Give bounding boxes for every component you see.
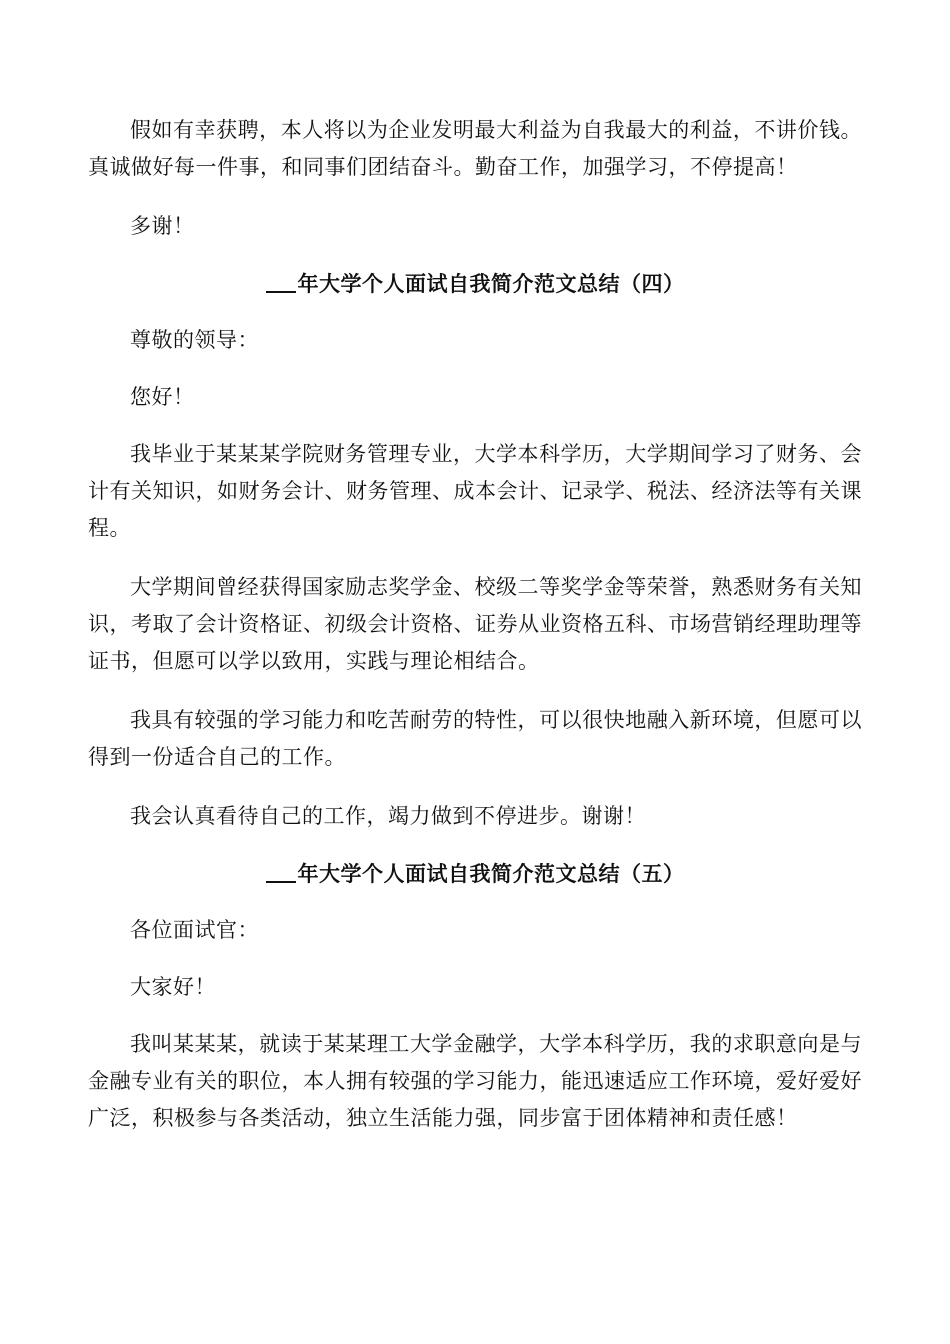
greeting-five: 各位面试官： [130,918,259,942]
paragraph-thanks: 多谢！ [130,214,195,238]
title-blank-underline [266,271,296,293]
section-title-four [88,265,862,302]
hello-five: 大家好！ [130,975,216,999]
section-title-five [88,855,862,892]
paragraph-education: 我毕业于某某某学院财务管理专业，大学本科学历，大学期间学习了财务、会计有关知识，如财务会计、财务管理、成本会计、记录学、税法、经济法等有关课程。 [88,442,862,540]
section-title-four-text: 年大学个人面试自我简介范文总结（四） [297,271,685,296]
paragraph-honors: 大学期间曾经获得国家励志奖学金、校级二等奖学金等荣誉，熟悉财务有关知识，考取了会计资格证、初级会计资格、证券从业资格五科、市场营销经理助理等证书，但愿可以学以致用，实践与理论相结合。 [88,575,862,673]
document-page [88,112,862,1137]
hello-four: 您好！ [130,385,195,409]
title-blank-underline [266,861,296,883]
paragraph-commitment: 我会认真看待自己的工作，竭力做到不停进步。谢谢！ [130,804,646,828]
paragraph-self-intro: 我叫某某某，就读于某某理工大学金融学，大学本科学历，我的求职意向是与金融专业有关的职位，本人拥有较强的学习能力，能迅速适应工作环境，爱好爱好广泛，积极参与各类活动，独立生活能力强，同步富于团体精神和责任感！ [88,1032,862,1130]
greeting-four: 尊敬的领导： [130,328,259,352]
paragraph-abilities: 我具有较强的学习能力和吃苦耐劳的特性，可以很快地融入新环境，但愿可以得到一份适合自己的工作。 [88,708,862,769]
section-title-five-text: 年大学个人面试自我简介范文总结（五） [297,861,685,886]
paragraph-closing-statement: 假如有幸获聘，本人将以为企业发明最大利益为自我最大的利益，不讲价钱。真诚做好每一件事，和同事们团结奋斗。勤奋工作，加强学习，不停提高！ [88,118,862,179]
